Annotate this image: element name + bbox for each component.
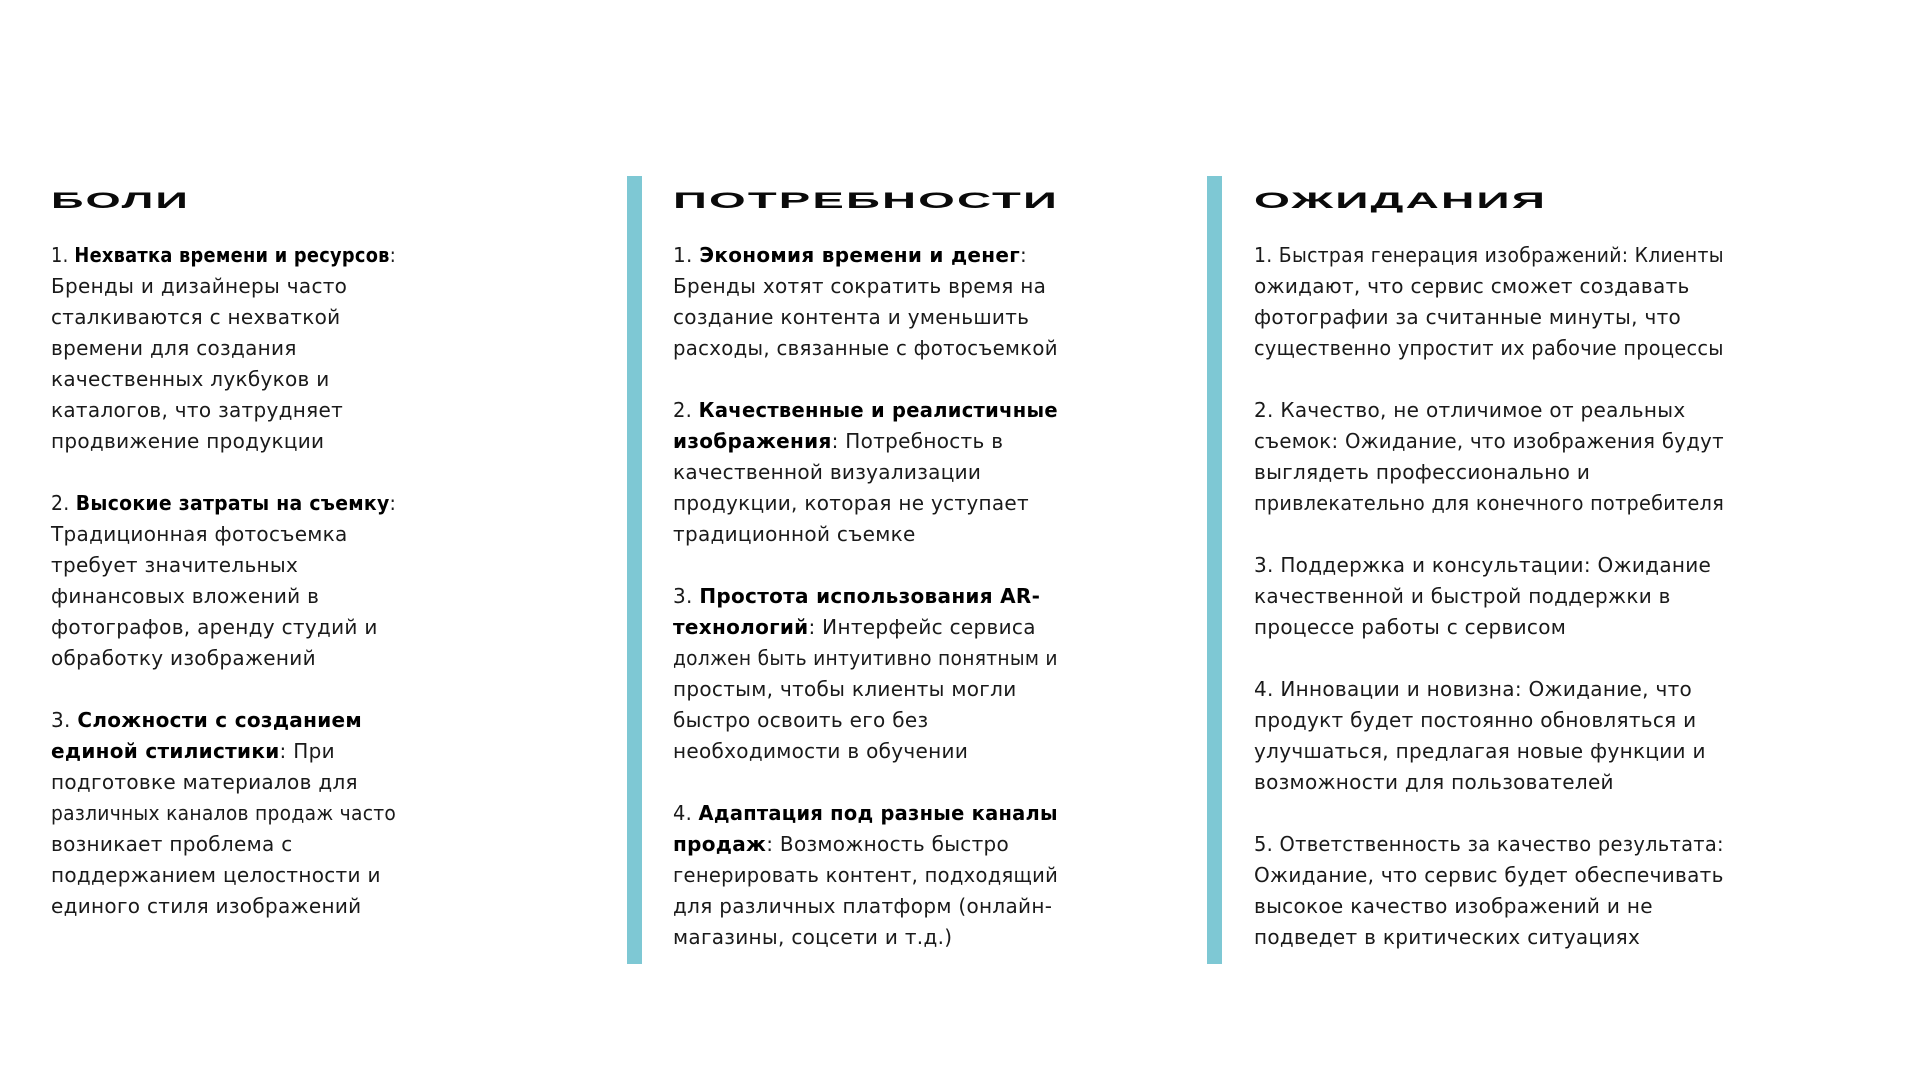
text-segment: : Интерфейс сервиса [808, 615, 1036, 639]
text-segment: 2. [51, 491, 76, 515]
text-segment: : [1020, 243, 1028, 267]
paragraph-gap [1254, 519, 1754, 550]
bold-term: единой стилистики [51, 739, 280, 763]
text-segment: поддержанием целостности и [51, 863, 381, 887]
text-line [51, 891, 439, 922]
text-segment: продукт будет постоянно обновляться и [1254, 708, 1697, 732]
text-segment: продукции, которая не уступает [673, 491, 1029, 515]
text-segment: Традиционная фотосъемка [51, 522, 348, 546]
text-line [1254, 829, 1739, 860]
text-segment: для различных платформ (онлайн- [673, 894, 1053, 918]
text-line [51, 302, 439, 333]
text-line [1254, 922, 1754, 953]
text-line [51, 364, 439, 395]
column-heading-text: ПОТРЕБНОСТИ [673, 188, 1060, 213]
text-line [1254, 705, 1754, 736]
bold-term: Сложности с созданием [77, 708, 363, 732]
text-line [673, 705, 1085, 736]
text-segment: финансовых вложений в [51, 584, 320, 608]
text-line [1254, 736, 1754, 767]
text-line [673, 519, 1085, 550]
text-line [1254, 488, 1734, 519]
text-line [673, 488, 1085, 519]
text-segment: 4. [673, 801, 699, 825]
text-line [1254, 457, 1754, 488]
text-line [1254, 333, 1736, 364]
bold-term: технологий [673, 615, 809, 639]
text-segment: высокое качество изображений и не [1254, 894, 1653, 918]
text-segment: традиционной съемке [673, 522, 916, 546]
bold-term: Экономия времени и денег [699, 243, 1021, 267]
text-segment: Ожидание, что сервис будет обеспечивать [1254, 863, 1724, 887]
list-item [1254, 240, 1754, 364]
text-line [673, 240, 1085, 271]
text-segment: 4. Инновации и новизна: Ожидание, что [1254, 677, 1693, 701]
column-expectations [1254, 188, 1725, 949]
text-segment: сталкиваются с нехваткой [51, 305, 341, 329]
text-segment: различных каналов продаж часто [51, 801, 397, 825]
text-segment: 3. Поддержка и консультации: Ожидание [1254, 553, 1712, 577]
text-line [673, 674, 1085, 705]
text-line [673, 581, 1085, 612]
text-segment: магазины, соцсети и т.д.) [673, 925, 953, 949]
column-pains [51, 188, 397, 918]
text-segment: времени для создания [51, 336, 297, 360]
column-heading-text: БОЛИ [51, 188, 191, 213]
text-line [1254, 612, 1754, 643]
text-segment: расходы, связанные с фотосъемкой [673, 336, 1058, 360]
text-line [1254, 860, 1754, 891]
text-segment: простым, чтобы клиенты могли [673, 677, 1017, 701]
list-item [673, 240, 1085, 364]
list-item [1254, 550, 1754, 643]
list-item [1254, 395, 1754, 519]
bold-term: Качественные и реалистичные [698, 398, 1058, 422]
text-line [673, 891, 1085, 922]
text-line [673, 333, 1079, 364]
text-segment: единого стиля изображений [51, 894, 362, 918]
text-segment: каталогов, что затрудняет [51, 398, 344, 422]
text-line [673, 736, 1085, 767]
text-line [51, 333, 439, 364]
bold-term: Адаптация под разные каналы [698, 801, 1058, 825]
text-segment: качественной и быстрой поддержки в [1254, 584, 1671, 608]
text-line [51, 612, 439, 643]
text-line [51, 395, 439, 426]
text-segment: привлекательно для конечного потребителя [1254, 491, 1725, 515]
text-segment: 1. [673, 243, 700, 267]
text-segment: обработку изображений [51, 646, 316, 670]
list-item [673, 581, 1085, 767]
paragraph-gap [51, 457, 439, 488]
text-segment: подведет в критических ситуациях [1254, 925, 1641, 949]
text-segment: улучшаться, предлагая новые функции и [1254, 739, 1706, 763]
text-segment: 3. [673, 584, 700, 608]
text-segment: Бренды хотят сократить время на [673, 274, 1047, 298]
column-heading [1254, 188, 1548, 213]
text-segment: процессе работы с сервисом [1254, 615, 1567, 639]
text-line [1254, 767, 1754, 798]
list-item [1254, 829, 1754, 953]
text-line [673, 922, 1085, 953]
column-needs [673, 188, 1060, 949]
text-line [673, 643, 1058, 674]
bold-term: изображения [673, 429, 832, 453]
text-segment: продвижение продукции [51, 429, 325, 453]
text-segment: генерировать контент, подходящий [673, 863, 1059, 887]
text-line [1254, 891, 1754, 922]
text-segment: съемок: Ожидание, что изображения будут [1254, 429, 1724, 453]
paragraph-gap [673, 364, 1085, 395]
text-segment: : При [279, 739, 335, 763]
text-segment: ожидают, что сервис сможет создавать [1254, 274, 1690, 298]
text-segment: Бренды и дизайнеры часто [51, 274, 348, 298]
text-line [1254, 674, 1754, 705]
column-body [51, 240, 439, 922]
text-segment: создание контента и уменьшить [673, 305, 1030, 329]
text-segment: быстро освоить его без [673, 708, 929, 732]
text-segment: 2. Качество, не отличимое от реальных [1254, 398, 1686, 422]
paragraph-gap [51, 674, 439, 705]
paragraph-gap [1254, 798, 1754, 829]
text-segment: возможности для пользователей [1254, 770, 1614, 794]
text-segment: 1. Быстрая генерация изображений: Клиенты [1254, 243, 1724, 267]
text-segment: возникает проблема с [51, 832, 293, 856]
column-body [673, 240, 1085, 953]
text-line [673, 829, 1085, 860]
text-segment: 1. [51, 243, 75, 267]
text-segment: фотографов, аренду студий и [51, 615, 378, 639]
text-line [51, 426, 439, 457]
text-line [51, 767, 439, 798]
text-line [51, 519, 439, 550]
text-line [51, 705, 439, 736]
text-line [51, 550, 439, 581]
text-line [1254, 581, 1754, 612]
text-line [673, 860, 1075, 891]
text-line [673, 457, 1085, 488]
text-segment: существенно упростит их рабочие процессы [1254, 336, 1724, 360]
paragraph-gap [1254, 364, 1754, 395]
text-line [1254, 271, 1754, 302]
text-line [1254, 550, 1754, 581]
text-segment: качественных лукбуков и [51, 367, 330, 391]
list-item [51, 240, 439, 457]
text-line [51, 829, 439, 860]
text-line [51, 581, 439, 612]
list-item [51, 705, 439, 922]
divider-bar-right [1207, 176, 1222, 964]
bold-term: Высокие затраты на съемку [75, 491, 390, 515]
text-line [673, 798, 1073, 829]
text-segment: выглядеть профессионально и [1254, 460, 1591, 484]
text-segment: : [389, 243, 396, 267]
paragraph-gap [673, 550, 1085, 581]
text-line [673, 271, 1085, 302]
text-line [1254, 240, 1724, 271]
bold-term: Нехватка времени и ресурсов [74, 243, 390, 267]
text-segment: : [389, 491, 397, 515]
column-body [1254, 240, 1754, 953]
text-line [673, 395, 1075, 426]
text-line [51, 488, 416, 519]
text-line [673, 612, 1085, 643]
column-heading-text: ОЖИДАНИЯ [1254, 188, 1548, 213]
text-segment: 3. [51, 708, 78, 732]
text-segment: подготовке материалов для [51, 770, 358, 794]
text-segment: необходимости в обучении [673, 739, 969, 763]
list-item [673, 798, 1085, 953]
text-line [673, 426, 1085, 457]
text-line [673, 302, 1085, 333]
list-item [1254, 674, 1754, 798]
bold-term: продаж [673, 832, 767, 856]
divider-bar-left [627, 176, 642, 964]
text-line [1254, 426, 1746, 457]
bold-term: Простота использования AR- [699, 584, 1041, 608]
column-heading [51, 188, 191, 213]
paragraph-gap [673, 767, 1085, 798]
text-segment: должен быть интуитивно понятным и [673, 646, 1058, 670]
list-item [673, 395, 1085, 550]
text-line [51, 240, 396, 271]
paragraph-gap [1254, 643, 1754, 674]
text-line [1254, 395, 1754, 426]
text-segment: требует значительных [51, 553, 299, 577]
text-line [51, 736, 439, 767]
text-segment: качественной визуализации [673, 460, 982, 484]
text-line [51, 643, 439, 674]
text-line [51, 798, 413, 829]
list-item [51, 488, 439, 674]
text-line [51, 271, 439, 302]
text-line [51, 860, 439, 891]
text-segment: 2. [673, 398, 699, 422]
text-segment: : Возможность быстро [766, 832, 1010, 856]
column-heading [673, 188, 1060, 213]
text-segment: 5. Ответственность за качество результата: [1254, 832, 1724, 856]
text-segment: : Потребность в [831, 429, 1004, 453]
text-segment: фотографии за считанные минуты, что [1254, 305, 1682, 329]
text-line [1254, 302, 1754, 333]
